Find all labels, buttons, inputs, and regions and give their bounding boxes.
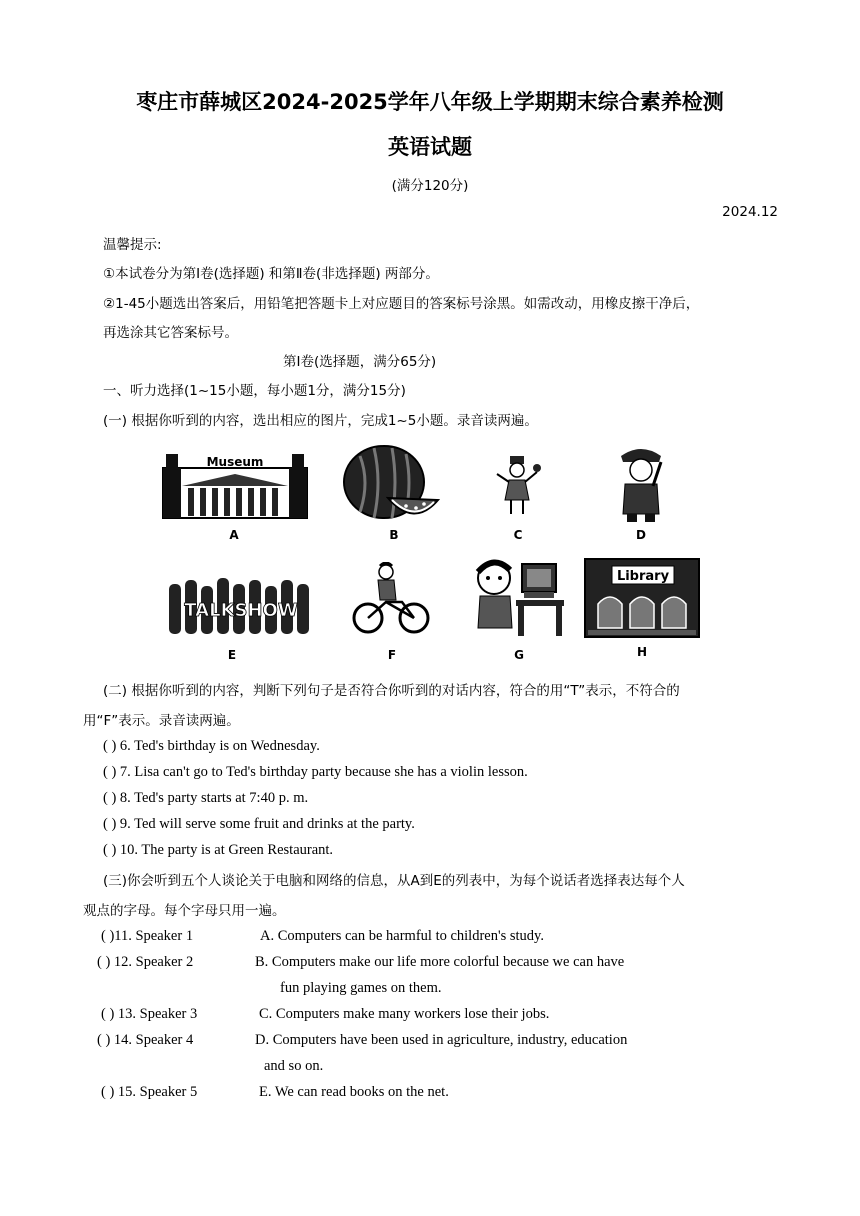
sub2-instruction-line-1: (二) 根据你听到的内容，判断下列句子是否符合你听到的对话内容，符合的用“T”表示，不符合的	[103, 683, 680, 699]
speaker-12: ( ) 12. Speaker 2	[97, 954, 194, 970]
talkshow-sign: TALKSHOW	[184, 600, 298, 621]
library-sign: Library	[616, 569, 670, 584]
notes-line-2: ②1-45小题选出答案后，用铅笔把答题卡上对应题目的答案标号涂黑。如需改动，用橡皮擦干净后，	[103, 296, 700, 312]
option-e: E. We can read books on the net.	[259, 1084, 449, 1100]
picture-label-h: H	[636, 645, 648, 659]
cyclist-picture	[352, 562, 432, 636]
watermelon-picture	[340, 442, 440, 526]
sub3-instruction-line-1: (三)你会听到五个人谈论关于电脑和网络的信息，从A到E的列表中，为每个说话者选择表达每个人	[103, 873, 685, 889]
full-score: (满分120分)	[391, 178, 469, 194]
exam-date: 2024.12	[722, 204, 778, 220]
option-d-line-2: and so on.	[264, 1058, 324, 1074]
question-9: ( ) 9. Ted will serve some fruit and drinks at the party.	[103, 816, 415, 832]
picture-label-c: C	[513, 528, 523, 542]
picture-label-g: G	[514, 648, 524, 662]
section1-heading: 一、听力选择(1~15小题，每小题1分，满分15分)	[103, 383, 406, 399]
sub3-instruction-line-2: 观点的字母。每个字母只用一遍。	[83, 903, 286, 919]
museum-picture	[162, 446, 308, 522]
question-8: ( ) 8. Ted's party starts at 7:40 p. m.	[103, 790, 309, 806]
picture-label-e: E	[227, 648, 237, 662]
question-10: ( ) 10. The party is at Green Restaurant.	[103, 842, 334, 858]
cook-girl-picture	[493, 454, 543, 518]
exam-subtitle: 英语试题	[388, 135, 472, 159]
option-d-line-1: D. Computers have been used in agriculture, industry, education	[255, 1032, 628, 1048]
part1-heading: 第Ⅰ卷(选择题，满分65分)	[283, 354, 437, 370]
sub1-instruction: (一) 根据你听到的内容，选出相应的图片，完成1~5小题。录音读两遍。	[103, 413, 538, 429]
notes-line-3: 再选涂其它答案标号。	[103, 325, 238, 341]
exam-title: 枣庄市薛城区2024-2025学年八年级上学期期末综合素养检测	[136, 90, 724, 114]
talkshow-picture	[165, 576, 317, 638]
speaker-14: ( ) 14. Speaker 4	[97, 1032, 194, 1048]
picture-label-d: D	[636, 528, 646, 542]
speaker-15: ( ) 15. Speaker 5	[101, 1084, 198, 1100]
question-6: ( ) 6. Ted's birthday is on Wednesday.	[103, 738, 320, 754]
picture-label-b: B	[389, 528, 399, 542]
picture-label-f: F	[387, 648, 397, 662]
speaker-11: ( )11. Speaker 1	[101, 928, 194, 944]
boy-computer-picture	[466, 556, 568, 638]
notes-heading: 温馨提示:	[103, 237, 162, 253]
option-c: C. Computers make many workers lose their jobs.	[259, 1006, 550, 1022]
option-a: A. Computers can be harmful to children's study.	[260, 928, 544, 944]
question-7: ( ) 7. Lisa can't go to Ted's birthday party because she has a violin lesson.	[103, 764, 528, 780]
policeman-picture	[613, 442, 669, 524]
speaker-13: ( ) 13. Speaker 3	[101, 1006, 198, 1022]
library-picture	[584, 558, 700, 638]
option-b-line-1: B. Computers make our life more colorful because we can have	[255, 954, 625, 970]
picture-label-a: A	[229, 528, 239, 542]
museum-sign: Museum	[206, 455, 264, 469]
notes-line-1: ①本试卷分为第Ⅰ卷(选择题) 和第Ⅱ卷(非选择题) 两部分。	[103, 266, 439, 282]
sub2-instruction-line-2: 用“F”表示。录音读两遍。	[83, 713, 240, 729]
option-b-line-2: fun playing games on them.	[280, 980, 442, 996]
